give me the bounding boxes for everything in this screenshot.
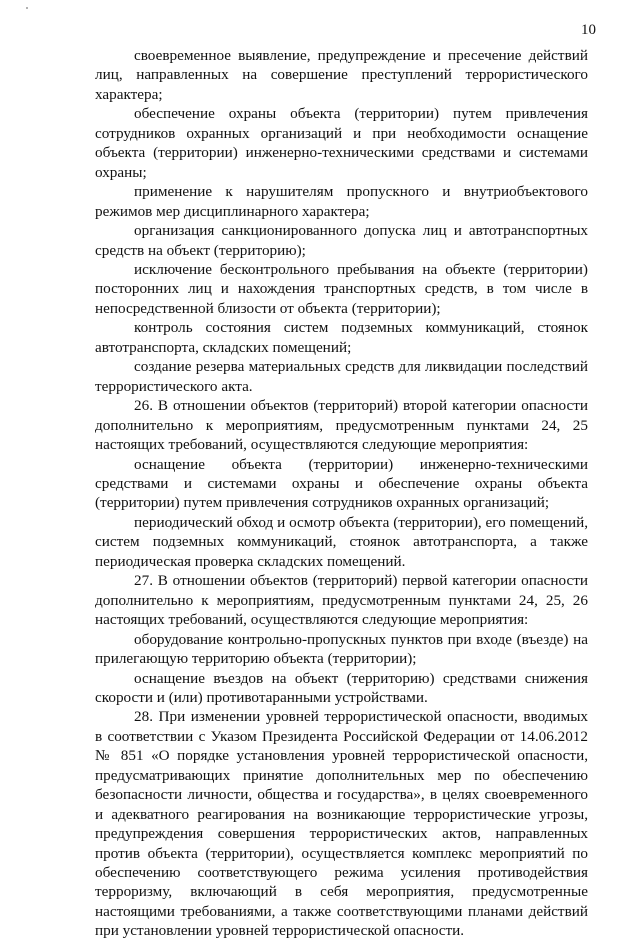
clause-26: 26. В отношении объектов (территорий) второй категории опасности дополнительно к мероприятиям, предусмотренным пунктами 24, 25 настоящих требований, осуществляются следующие мероприятия: — [95, 397, 588, 454]
paragraph-5: исключение бесконтрольного пребывания на объекте (территории) посторонних лиц и нахождения транспортных средств, в том числе в непосредственной близости от объекта (территории); — [95, 260, 588, 317]
paragraph-4: организация санкционированного допуска лиц и автотранспортных средств на объект (территорию); — [95, 222, 588, 259]
paragraph-7: создание резерва материальных средств для ликвидации последствий террористического акта. — [95, 358, 588, 395]
document-body — [95, 46, 588, 941]
paragraph-12: оборудование контрольно-пропускных пунктов при входе (въезде) на прилегающую территорию объекта (территории); — [95, 630, 588, 668]
scan-speck — [26, 7, 28, 9]
paragraph-10: периодический обход и осмотр объекта (территории), его помещений, систем подземных коммуникаций, стоянок автотранспорта, а также периодическая проверка складских помещений. — [95, 513, 588, 570]
paragraph-6: контроль состояния систем подземных коммуникаций, стоянок автотранспорта, складских помещений; — [95, 319, 588, 356]
paragraph-1: своевременное выявление, предупреждение и пресечение действий лиц, направленных на совершение преступлений террористического характера; — [95, 47, 588, 103]
paragraph-2: обеспечение охраны объекта (территории) путем привлечения сотрудников охранных организаций и при необходимости оснащение объекта (территории) инженерно-техническими средствами и системами охраны; — [95, 105, 588, 181]
paragraph-3: применение к нарушителям пропускного и внутриобъектового режимов мер дисциплинарного характера; — [95, 183, 588, 220]
paragraph-13: оснащение въездов на объект (территорию) средствами снижения скорости и (или) противотаранными устройствами. — [95, 669, 588, 706]
clause-27: 27. В отношении объектов (территорий) первой категории опасности дополнительно к мероприятиям, предусмотренным пунктами 24, 25, 26 настоящих требований, осуществляются следующие мероприятия: — [95, 572, 588, 629]
paragraph-9: оснащение объекта (территории) инженерно-техническими средствами и системами охраны и обеспечение охраны объекта (территории) путем привлечения сотрудников охранных организаций; — [95, 455, 588, 512]
page-number: 10 — [581, 22, 596, 38]
clause-28: 28. При изменении уровней террористической опасности, вводимых в соответствии с Указом Президента Российской Федерации от 14.06.2012 № 851 «О порядке установления уровней террористической опасности, предусматривающих принятие дополнительных мер по обеспечению безопасности личности, общества и государства», в целях своевременного и адекватного реагирования на возникающие террористические угрозы, предупреждения совершения террористических актов, направленных против объекта (территории), осуществляется комплекс мероприятий по обеспечению соответствующего режима усиления противодействия терроризму, включающий в себя мероприятия, предусмотренные настоящими требованиями, а также соответствующими планами действий при установлении уровней террористической опасности. — [95, 708, 588, 940]
